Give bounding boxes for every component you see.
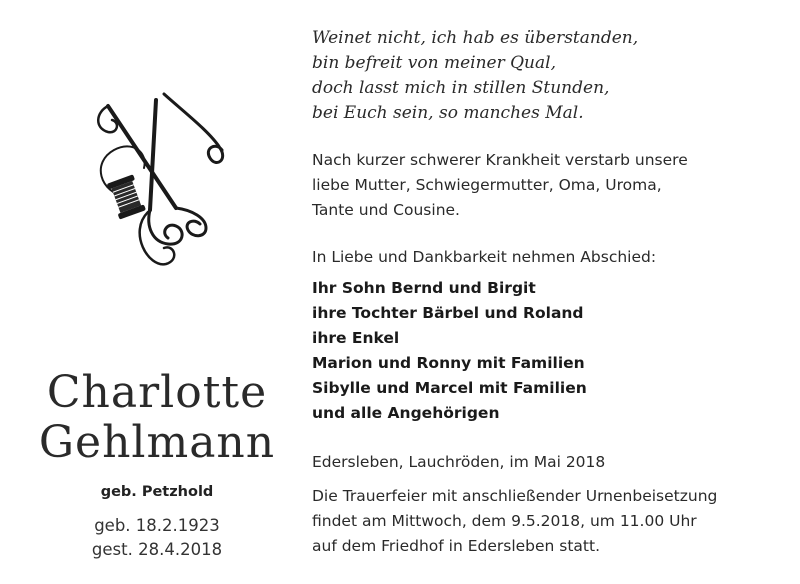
place-and-date: Edersleben, Lauchröden, im Mai 2018 xyxy=(312,453,606,471)
deceased-name-block xyxy=(22,368,292,562)
service-line: findet am Mittwoch, dem 9.5.2018, um 11.00 Uhr xyxy=(312,512,697,530)
service-details xyxy=(312,484,792,559)
farewell-intro: In Liebe und Dankbarkeit nehmen Abschied: xyxy=(312,248,657,266)
mourner-line: Marion und Ronny mit Familien xyxy=(312,354,585,372)
announcement-line: Tante und Cousine. xyxy=(312,201,460,219)
first-name: Charlotte xyxy=(46,367,268,418)
last-name: Gehlmann xyxy=(38,417,276,468)
service-line: Die Trauerfeier mit anschließender Urnenbeisetzung xyxy=(312,487,718,505)
mourner-line: und alle Angehörigen xyxy=(312,404,500,422)
death-date: gest. 28.4.2018 xyxy=(91,540,223,559)
mourner-line: Sibylle und Marcel mit Familien xyxy=(312,379,587,397)
poem xyxy=(312,26,792,126)
life-dates xyxy=(22,514,292,562)
mourner-line: ihre Enkel xyxy=(312,329,400,347)
poem-line: Weinet nicht, ich hab es überstanden, xyxy=(312,28,639,48)
mourner-line: ihre Tochter Bärbel und Roland xyxy=(312,304,584,322)
birth-date: geb. 18.2.1923 xyxy=(94,516,220,535)
scissors-and-thread-spool-icon xyxy=(88,92,238,282)
announcement xyxy=(312,148,792,223)
maiden-name: geb. Petzhold xyxy=(100,484,214,500)
announcement-line: liebe Mutter, Schwiegermutter, Oma, Uroma, xyxy=(312,176,662,194)
poem-line: bin befreit von meiner Qual, xyxy=(312,53,556,73)
notice-text-column xyxy=(312,26,792,559)
poem-line: bei Euch sein, so manches Mal. xyxy=(312,103,584,123)
mourners-list xyxy=(312,276,792,426)
mourner-line: Ihr Sohn Bernd und Birgit xyxy=(312,279,536,297)
poem-line: doch lasst mich in stillen Stunden, xyxy=(312,78,610,98)
service-line: auf dem Friedhof in Edersleben statt. xyxy=(312,537,601,555)
announcement-line: Nach kurzer schwerer Krankheit verstarb unsere xyxy=(312,151,688,169)
